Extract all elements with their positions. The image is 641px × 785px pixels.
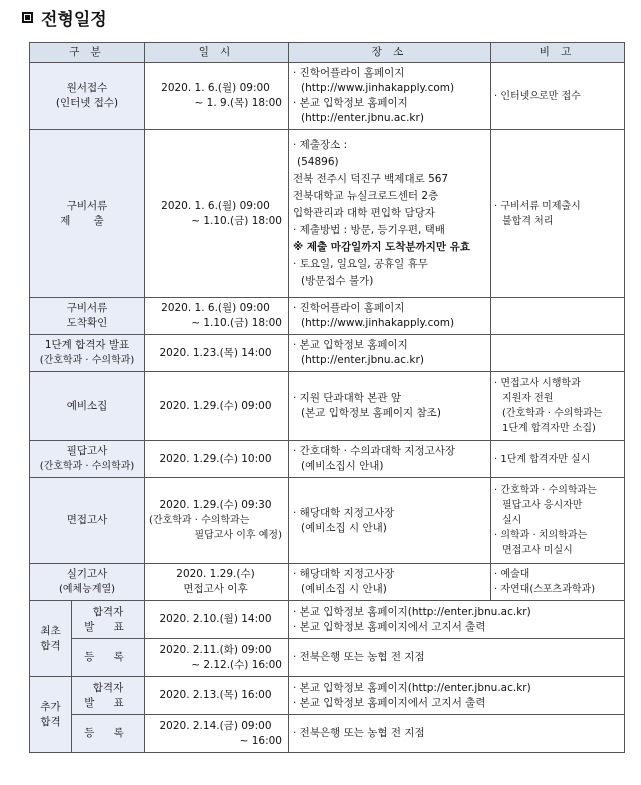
location-cell: · 본교 입학정보 홈페이지(http://enter.jbnu.ac.kr) · 본교 입학정보 홈페이지에서 고지서 출력 xyxy=(289,601,625,639)
square-bullet-icon xyxy=(22,12,33,23)
table-row xyxy=(30,298,625,335)
datetime-cell: 2020. 2.11.(화) 09:00 ~ 2.12.(수) 16:00 xyxy=(145,639,289,677)
table-row xyxy=(30,372,625,441)
datetime-cell: 2020. 1. 6.(월) 09:00 ~ 1.10.(금) 18:00 xyxy=(145,130,289,298)
location-cell: · 본교 입학정보 홈페이지 (http://enter.jbnu.ac.kr) xyxy=(289,335,491,372)
category-cell: 면접고사 xyxy=(30,478,145,564)
table-row xyxy=(30,677,625,715)
datetime-cell: 2020. 1.29.(수) 09:30 (간호학과 · 수의학과는 필답고사 이후 예정) xyxy=(145,478,289,564)
location-cell: · 진학어플라이 홈페이지 (http://www.jinhakapply.com) xyxy=(289,298,491,335)
category-cell: 예비소집 xyxy=(30,372,145,441)
note-cell: · 면접고사 시행학과 지원자 전원 (간호학과 · 수의학과는 1단계 합격자만 소집) xyxy=(491,372,625,441)
note-cell: · 간호학과 · 수의학과는 필답고사 응시자만 실시 · 의학과 · 치의학과는 면접고사 미실시 xyxy=(491,478,625,564)
category-cell: 1단계 합격자 발표 (간호학과 · 수의학과) xyxy=(30,335,145,372)
table-header-row xyxy=(30,43,625,63)
location-cell: · 전북은행 또는 농협 전 지점 xyxy=(289,639,625,677)
table-row xyxy=(30,715,625,753)
table-row xyxy=(30,63,625,130)
category-cell: 구비서류 도착확인 xyxy=(30,298,145,335)
datetime-cell: 2020. 2.14.(금) 09:00 ~ 16:00 xyxy=(145,715,289,753)
subcategory-cell: 합격자 발 표 xyxy=(72,677,145,715)
note-cell: · 예술대 · 자연대(스포츠과학과) xyxy=(491,564,625,601)
note-cell: · 인터넷으로만 접수 xyxy=(491,63,625,130)
header-category: 구 분 xyxy=(30,43,145,63)
table-row xyxy=(30,478,625,564)
location-cell: · 간호대학 · 수의과대학 지정고사장 (예비소집시 안내) xyxy=(289,441,491,478)
subcategory-cell: 등 록 xyxy=(72,639,145,677)
section-title-text: 전형일정 xyxy=(41,9,107,30)
location-cell: · 해당대학 지정고사장 (예비소집 시 안내) xyxy=(289,564,491,601)
location-cell: · 본교 입학정보 홈페이지(http://enter.jbnu.ac.kr) · 본교 입학정보 홈페이지에서 고지서 출력 xyxy=(289,677,625,715)
datetime-cell: 2020. 1. 6.(월) 09:00 ~ 1.10.(금) 18:00 xyxy=(145,298,289,335)
table-row xyxy=(30,601,625,639)
location-cell: · 해당대학 지정고사장 (예비소집 시 안내) xyxy=(289,478,491,564)
header-note: 비 고 xyxy=(491,43,625,63)
location-cell: · 진학어플라이 홈페이지 (http://www.jinhakapply.com) · 본교 입학정보 홈페이지 (http://enter.jbnu.ac.kr) xyxy=(289,63,491,130)
location-cell: · 제출장소 : (54896) 전북 전주시 덕진구 백제대로 567 전북대학교 뉴실크로드센터 2층 입학관리과 대학 편입학 담당자 · 제출방법 : 방문, 등기우편, 택배 ※ 제출 마감일까지 도착분까지만 유효 · 토요일, 일요일, 공휴일 휴무 (방문접수 불가) xyxy=(289,130,491,298)
datetime-cell: 2020. 1.29.(수) 10:00 xyxy=(145,441,289,478)
header-location: 장 소 xyxy=(289,43,491,63)
datetime-cell: 2020. 2.10.(월) 14:00 xyxy=(145,601,289,639)
location-cell: · 전북은행 또는 농협 전 지점 xyxy=(289,715,625,753)
datetime-cell: 2020. 2.13.(목) 16:00 xyxy=(145,677,289,715)
datetime-cell: 2020. 1.29.(수) 09:00 xyxy=(145,372,289,441)
category-cell: 추가 합격 xyxy=(30,677,72,753)
subcategory-cell: 합격자 발 표 xyxy=(72,601,145,639)
table-row xyxy=(30,335,625,372)
category-cell: 실기고사 (예체능계열) xyxy=(30,564,145,601)
table-row xyxy=(30,639,625,677)
category-cell: 구비서류 제 출 xyxy=(30,130,145,298)
datetime-cell: 2020. 1.23.(목) 14:00 xyxy=(145,335,289,372)
table-row xyxy=(30,130,625,298)
subcategory-cell: 등 록 xyxy=(72,715,145,753)
category-cell: 최초 합격 xyxy=(30,601,72,677)
datetime-cell: 2020. 1.29.(수) 면접고사 이후 xyxy=(145,564,289,601)
datetime-cell: 2020. 1. 6.(월) 09:00 ~ 1. 9.(목) 18:00 xyxy=(145,63,289,130)
location-cell: · 지원 단과대학 본관 앞 (본교 입학정보 홈페이지 참조) xyxy=(289,372,491,441)
schedule-table xyxy=(29,42,625,753)
category-cell: 원서접수 (인터넷 접수) xyxy=(30,63,145,130)
table-row xyxy=(30,564,625,601)
table-row xyxy=(30,441,625,478)
note-cell: · 1단계 합격자만 실시 xyxy=(491,441,625,478)
note-cell xyxy=(491,335,625,372)
category-cell: 필답고사 (간호학과 · 수의학과) xyxy=(30,441,145,478)
note-cell: · 구비서류 미제출시 불합격 처리 xyxy=(491,130,625,298)
header-datetime: 일 시 xyxy=(145,43,289,63)
section-title xyxy=(22,2,107,32)
note-cell xyxy=(491,298,625,335)
